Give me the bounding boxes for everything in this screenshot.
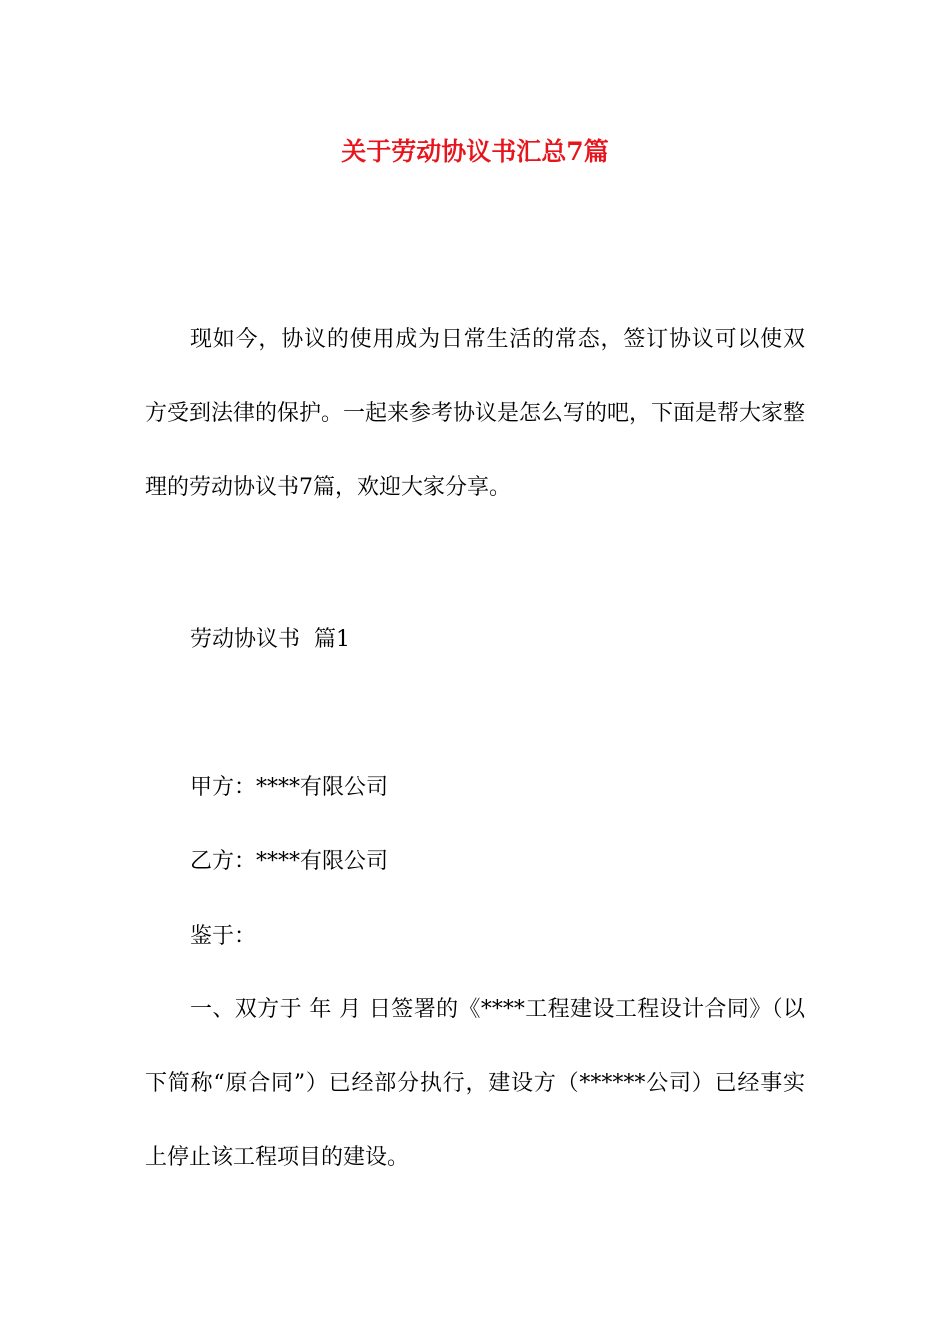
section-heading: 劳动协议书 篇1 <box>190 627 350 652</box>
whereas-label: 鉴于： <box>190 924 257 949</box>
party-a: 甲方：****有限公司 <box>190 775 389 800</box>
party-b: 乙方：****有限公司 <box>190 849 389 874</box>
intro-paragraph: 现如今，协议的使用成为日常生活的常态，签订协议可以使双方受到法律的保护。一起来参考协议是怎么写的吧，下面是帮大家整理的劳动协议书7篇，欢迎大家分享。 <box>145 327 806 500</box>
clause-1-paragraph: 一、双方于 年 月 日签署的《****工程建设工程设计合同》（以下简称“原合同”）已经部分执行，建设方（******公司）已经事实上停止该工程项目的建设。 <box>145 997 805 1170</box>
document-title: 关于劳动协议书汇总7篇 <box>341 137 609 166</box>
